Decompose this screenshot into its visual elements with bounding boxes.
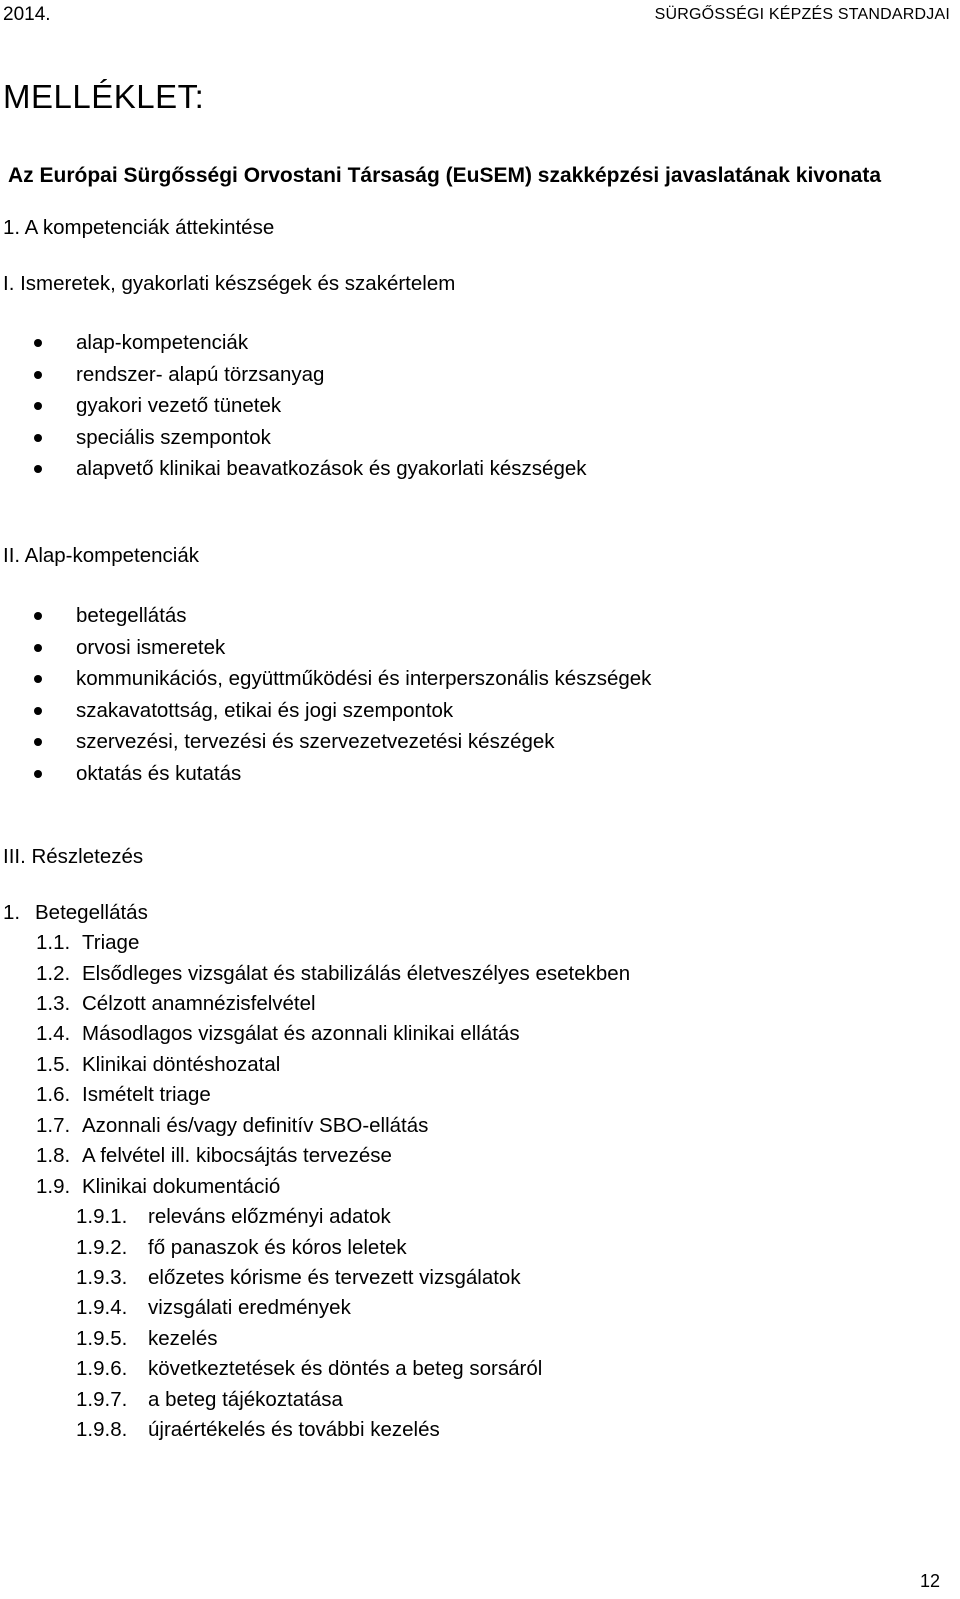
- list-item: oktatás és kutatás: [34, 758, 651, 790]
- outline-subitem: 1.3. Célzott anamnézisfelvétel: [36, 992, 316, 1015]
- outline-subitem: 1.7. Azonnali és/vagy definitív SBO-ellátás: [36, 1114, 429, 1137]
- outline-subsubitem: 1.9.2. fő panaszok és kóros leletek: [76, 1236, 407, 1259]
- outline-subitem: 1.6. Ismételt triage: [36, 1083, 211, 1106]
- outline-subitem: 1.1. Triage: [36, 931, 140, 954]
- bullet-icon: [34, 644, 42, 652]
- outline-subsubitem: 1.9.3. előzetes kórisme és tervezett vizsgálatok: [76, 1266, 521, 1289]
- bullet-icon: [34, 339, 42, 347]
- list-item: szakavatottság, etikai és jogi szempontok: [34, 695, 651, 727]
- bullet-icon: [34, 371, 42, 379]
- outline-subsubitem: 1.9.4. vizsgálati eredmények: [76, 1296, 351, 1319]
- list-item: alap-kompetenciák: [34, 327, 587, 359]
- header-year: 2014.: [3, 4, 51, 25]
- list-item: gyakori vezető tünetek: [34, 390, 587, 422]
- list-item: betegellátás: [34, 600, 651, 632]
- part-i-heading: I. Ismeretek, gyakorlati készségek és szakértelem: [3, 272, 456, 295]
- bullet-icon: [34, 434, 42, 442]
- part-i-list: [34, 327, 587, 485]
- outline-subitem: 1.4. Másodlagos vizsgálat és azonnali klinikai ellátás: [36, 1022, 520, 1045]
- list-item: rendszer- alapú törzsanyag: [34, 359, 587, 391]
- part-iii-heading: III. Részletezés: [3, 845, 144, 868]
- outline-subitem: 1.2. Elsődleges vizsgálat és stabilizálás életveszélyes esetekben: [36, 962, 631, 985]
- outline-subsubitem: 1.9.8. újraértékelés és további kezelés: [76, 1418, 440, 1441]
- outline-item: 1. Betegellátás: [3, 901, 148, 924]
- bullet-icon: [34, 402, 42, 410]
- bullet-icon: [34, 465, 42, 473]
- page-title: MELLÉKLET:: [3, 78, 205, 115]
- part-ii-list: [34, 600, 651, 789]
- bullet-icon: [34, 675, 42, 683]
- section-heading-overview: 1. A kompetenciák áttekintése: [3, 216, 275, 239]
- outline-subsubitem: 1.9.5. kezelés: [76, 1327, 218, 1350]
- bullet-icon: [34, 612, 42, 620]
- list-item: kommunikációs, együttműködési és interperszonális készségek: [34, 663, 651, 695]
- list-item: szervezési, tervezési és szervezetvezetési készégek: [34, 726, 651, 758]
- outline-subitem: 1.8. A felvétel ill. kibocsájtás tervezése: [36, 1144, 392, 1167]
- outline-subsubitem: 1.9.7. a beteg tájékoztatása: [76, 1388, 343, 1411]
- bullet-icon: [34, 770, 42, 778]
- outline-subsubitem: 1.9.6. következtetések és döntés a beteg sorsáról: [76, 1357, 543, 1380]
- outline-subitem: 1.9. Klinikai dokumentáció: [36, 1175, 281, 1198]
- bullet-icon: [34, 738, 42, 746]
- page-subtitle: Az Európai Sürgősségi Orvostani Társaság (EuSEM) szakképzési javaslatának kivonata: [8, 164, 881, 187]
- list-item: orvosi ismeretek: [34, 632, 651, 664]
- outline-subitem: 1.5. Klinikai döntéshozatal: [36, 1053, 281, 1076]
- header-running-title: SÜRGŐSSÉGI KÉPZÉS STANDARDJAI: [654, 6, 950, 23]
- part-ii-heading: II. Alap-kompetenciák: [3, 544, 199, 567]
- outline-subsubitem: 1.9.1. releváns előzményi adatok: [76, 1205, 391, 1228]
- bullet-icon: [34, 707, 42, 715]
- page-number: 12: [919, 1571, 940, 1591]
- list-item: speciális szempontok: [34, 422, 587, 454]
- list-item: alapvető klinikai beavatkozások és gyakorlati készségek: [34, 453, 587, 485]
